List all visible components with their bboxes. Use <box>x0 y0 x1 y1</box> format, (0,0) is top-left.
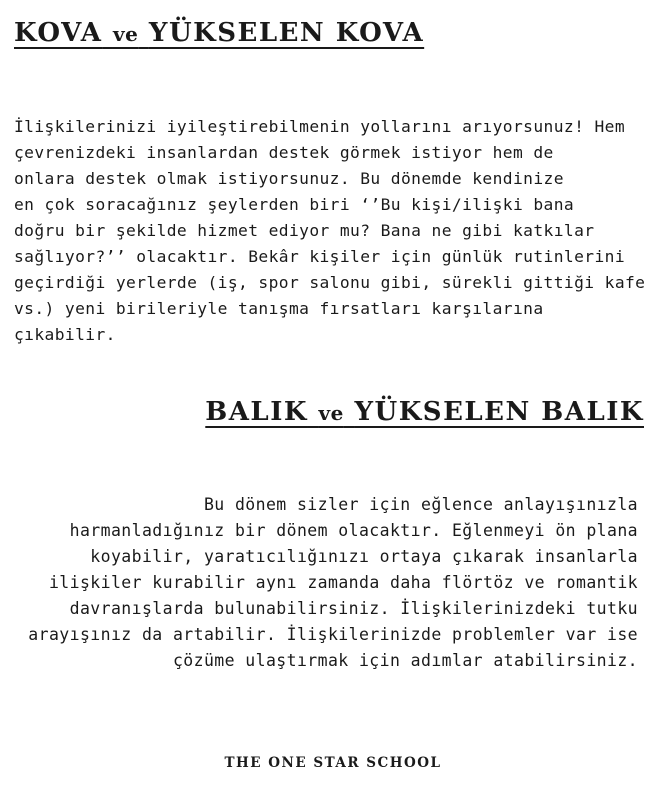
title-rising-sign: YÜKSELEN BALIK <box>354 397 644 427</box>
text-line: sağlıyor?’’ olacaktır. Bekâr kişiler için günlük rutinlerini <box>14 247 625 266</box>
text-line: çıkabilir. <box>14 325 116 344</box>
text-line: arayışınız da artabilir. İlişkilerinizde problemler var ise <box>28 625 638 644</box>
text-line: ilişkiler kurabilir aynı zamanda daha flörtöz ve romantik <box>48 573 638 592</box>
title-rising-sign: YÜKSELEN KOVA <box>148 18 425 48</box>
text-line: İlişkilerinizi iyileştirebilmenin yollarını arıyorsunuz! Hem <box>14 117 625 136</box>
text-line: vs.) yeni birileriyle tanışma fırsatları karşılarına <box>14 299 544 318</box>
title-connector: ve <box>112 22 139 46</box>
text-line: çözüme ulaştırmak için adımlar atabilirsiniz. <box>172 651 638 670</box>
title-sign: KOVA <box>14 18 103 48</box>
text-line: harmanladığınız bir dönem olacaktır. Eğlenmeyi ön plana <box>69 521 638 540</box>
section-title-balik <box>205 397 644 427</box>
text-line: en çok soracağınız şeylerden biri ‘’Bu kişi/ilişki bana <box>14 195 575 214</box>
section-body-kova <box>14 114 645 348</box>
text-line: davranışlarda bulunabilirsiniz. İlişkilerinizdeki tutku <box>69 599 638 618</box>
text-line: koyabilir, yaratıcılığınızı ortaya çıkarak insanlarla <box>90 547 638 566</box>
title-connector: ve <box>318 401 344 425</box>
title-sign: BALIK <box>205 397 308 427</box>
section-title-kova <box>14 18 424 48</box>
text-line: onlara destek olmak istiyorsunuz. Bu dönemde kendinize <box>14 169 564 188</box>
text-line: çevrenizdeki insanlardan destek görmek istiyor hem de <box>14 143 554 162</box>
text-line: geçirdiği yerlerde (iş, spor salonu gibi, sürekli gittiği kafe <box>14 273 646 292</box>
text-line: Bu dönem sizler için eğlence anlayışınızla <box>203 495 638 514</box>
footer-brand: THE ONE STAR SCHOOL <box>224 755 442 771</box>
section-body-balik <box>28 492 638 674</box>
text-line: doğru bir şekilde hizmet ediyor mu? Bana ne gibi katkılar <box>14 221 595 240</box>
